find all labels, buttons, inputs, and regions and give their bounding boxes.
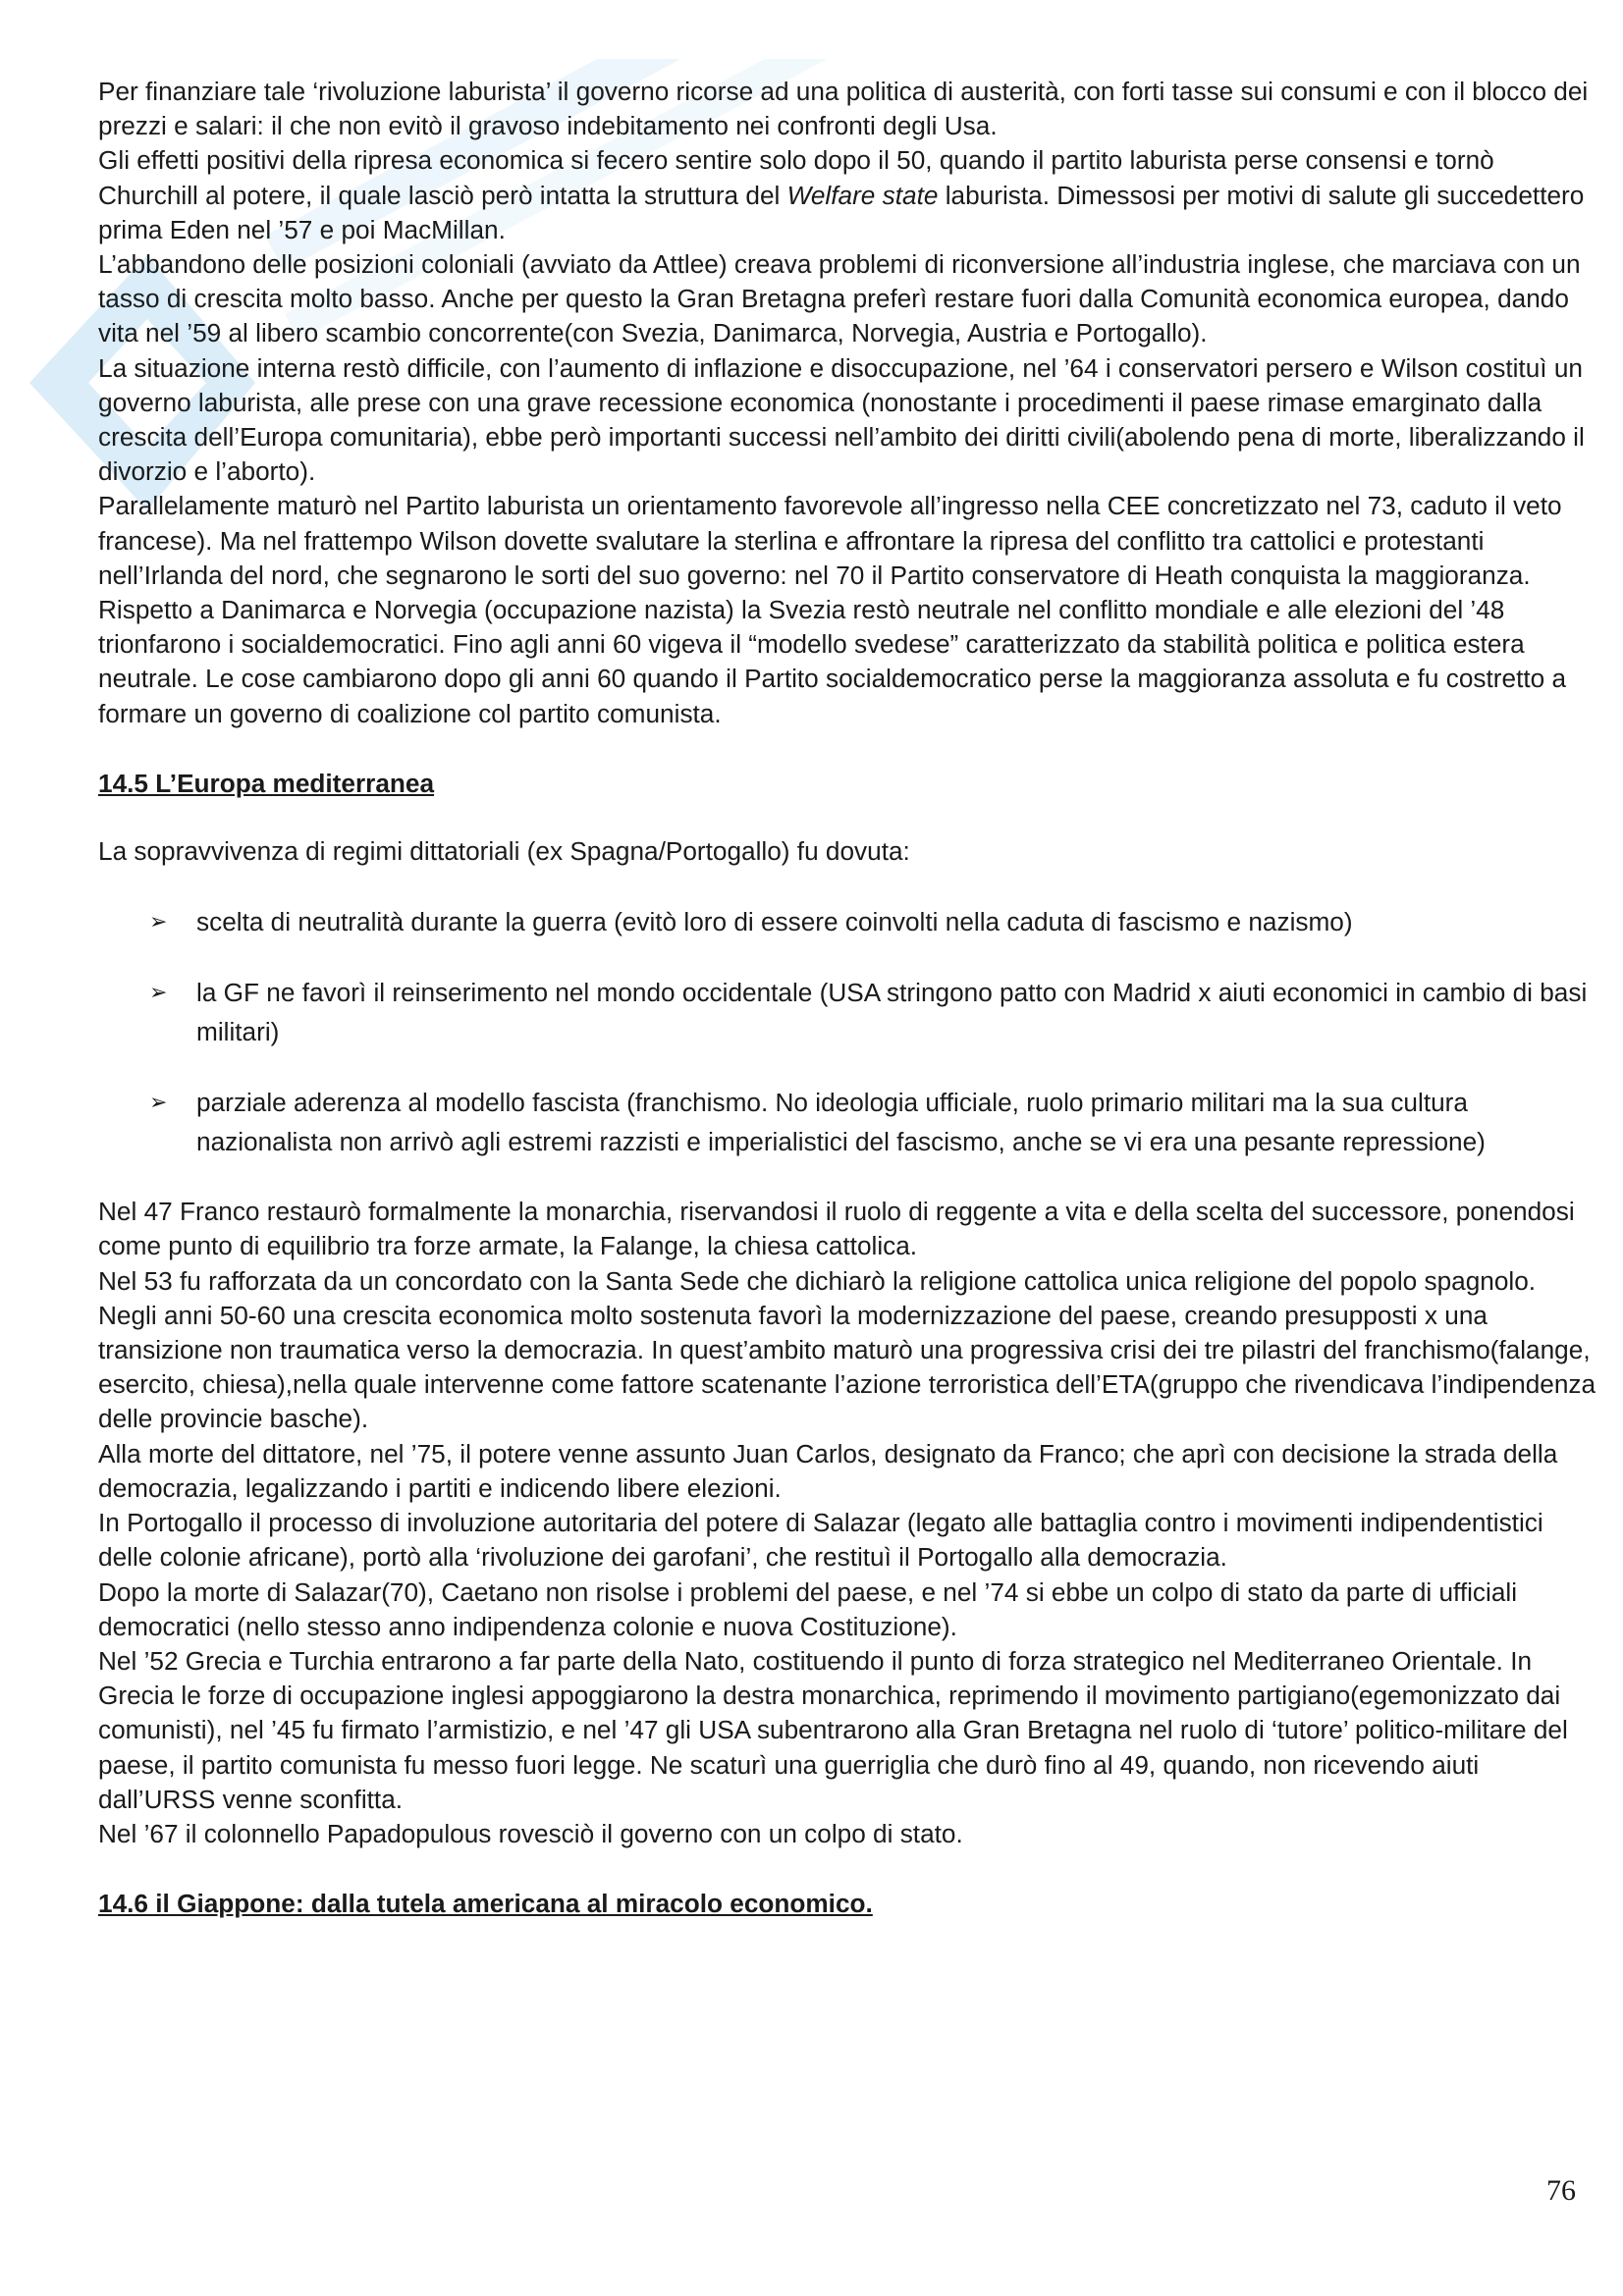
paragraph: Nel ’52 Grecia e Turchia entrarono a far parte della Nato, costituendo il punto di forza strategico nel Mediterraneo Orientale. In Grecia le forze di occupazione inglesi appoggiarono la destra monarchica, reprimendo il movimento partigiano(egemonizzato dai comunisti), nel ’45 fu firmato l’armistizio, e nel ’47 gli USA subentrarono alla Gran Bretagna nel ruolo di ‘tutore’ politico-militare del paese, il partito comunista fu messo fuori legge. Ne scaturì una guerriglia che durò fino al 49, quando, non ricevendo aiuti dall’URSS venne sconfitta. xyxy=(98,1645,1568,1814)
paragraph: Parallelamente maturò nel Partito laburista un orientamento favorevole all’ingresso nella CEE concretizzato nel 73, caduto il veto francese). Ma nel frattempo Wilson dovette svalutare la sterlina e affrontare la ripresa del conflitto tra cattolici e protestanti nell’Irlanda del nord, che segnarono le sorti del suo governo: nel 70 il Partito conservatore di Heath conquista la maggioranza. xyxy=(98,491,1562,590)
list-item xyxy=(98,902,1600,941)
paragraph: Nel 47 Franco restaurò formalmente la monarchia, riservandosi il ruolo di reggente a vita e della scelta del successore, ponendosi come punto di equilibrio tra forze armate, la Falange, la chiesa cattolica. xyxy=(98,1197,1575,1261)
paragraph-text: laburista. Dimessosi per motivi di salute gli succedettero prima Eden nel ’57 e poi MacMillan. xyxy=(98,180,1585,244)
list-item-text: scelta di neutralità durante la guerra (evitò loro di essere coinvolti nella caduta di fascismo e nazismo) xyxy=(196,907,1353,937)
arrow-bullet-icon: ➢ xyxy=(149,980,168,1005)
list-item-text: la GF ne favorì il reinserimento nel mondo occidentale (USA stringono patto con Madrid x aiuti economici in cambio di basi militari) xyxy=(196,978,1588,1047)
section-heading-14-5: 14.5 L’Europa mediterranea xyxy=(98,768,435,798)
list-item xyxy=(98,973,1600,1051)
section-intro: La sopravvivenza di regimi dittatoriali (ex Spagna/Portogallo) fu dovuta: xyxy=(98,836,910,867)
paragraph: Nel ’67 il colonnello Papadopulous rovesciò il governo con un colpo di stato. xyxy=(98,1818,963,1848)
paragraph-text: Gli effetti positivi della ripresa economica si fecero sentire solo dopo il 50, quando il partito laburista perse consensi e tornò Churchill al potere, il quale lasciò però intatta la struttura del xyxy=(98,145,1494,210)
paragraph: L’abbandono delle posizioni coloniali (avviato da Attlee) creava problemi di riconversione all’industria inglese, che marciava con un tasso di crescita molto basso. Anche per questo la Gran Bretagna preferì restare fuori dalla Comunità economica europea, dando vita nel ’59 al libero scambio concorrente(con Svezia, Danimarca, Norvegia, Austria e Portogallo). xyxy=(98,249,1581,348)
paragraph: Dopo la morte di Salazar(70), Caetano non risolse i problemi del paese, e nel ’74 si ebbe un colpo di stato da parte di ufficiali democratici (nello stesso anno indipendenza colonie e nuova Costituzione). xyxy=(98,1576,1518,1641)
arrow-bullet-icon: ➢ xyxy=(149,1090,168,1115)
paragraph: In Portogallo il processo di involuzione autoritaria del potere di Salazar (legato alle battaglia contro i movimenti indipendentistici delle colonie africane), portò alla ‘rivoluzione dei garofani’, che restituì il Portogallo alla democrazia. xyxy=(98,1508,1543,1573)
arrow-bullet-icon: ➢ xyxy=(149,909,168,934)
section-heading-14-6: 14.6 il Giappone: dalla tutela americana al miracolo economico. xyxy=(98,1889,873,1919)
paragraph: Per finanziare tale ‘rivoluzione laburista’ il governo ricorse ad una politica di austerità, con forti tasse sui consumi e con il blocco dei prezzi e salari: il che non evitò il gravoso indebitamento nei confronti degli Usa. xyxy=(98,77,1589,141)
paragraph: Nel 53 fu rafforzata da un concordato con la Santa Sede che dichiarò la religione cattolica unica religione del popolo spagnolo. xyxy=(98,1265,1537,1296)
document-page xyxy=(98,75,1600,1921)
paragraph: Rispetto a Danimarca e Norvegia (occupazione nazista) la Svezia restò neutrale nel conflitto mondiale e alle elezioni del ’48 trionfarono i socialdemocratici. Fino agli anni 60 vigeva il “modello svedese” caratterizzato da stabilità politica e politica estera neutrale. Le cose cambiarono dopo gli anni 60 quando il Partito socialdemocratico perse la maggioranza assoluta e fu costretto a formare un governo di coalizione col partito comunista. xyxy=(98,595,1567,728)
paragraph xyxy=(98,143,1600,247)
bullet-list xyxy=(98,902,1600,1161)
paragraph: Alla morte del dittatore, nel ’75, il potere venne assunto Juan Carlos, designato da Franco; che aprì con decisione la strada della democrazia, legalizzando i partiti e indicendo libere elezioni. xyxy=(98,1438,1558,1503)
italic-term: Welfare state xyxy=(786,180,939,210)
paragraph: Negli anni 50-60 una crescita economica molto sostenuta favorì la modernizzazione del paese, creando presupposti x una transizione non traumatica verso la democrazia. In quest’ambito maturò una progressiva crisi dei tre pilastri del franchismo(falange, esercito, chiesa),nella quale intervenne come fattore scatenante l’azione terroristica dell’ETA(gruppo che rivendicava l’indipendenza delle provincie basche). xyxy=(98,1300,1596,1434)
list-item xyxy=(98,1083,1600,1161)
paragraph: La situazione interna restò difficile, con l’aumento di inflazione e disoccupazione, nel ’64 i conservatori persero e Wilson costituì un governo laburista, alle prese con una grave recessione economica (nonostante i procedimenti il paese rimase emarginato dalla crescita dell’Europa comunitaria), ebbe però importanti successi nell’ambito dei diritti civili(abolendo pena di morte, liberalizzando il divorzio e l’aborto). xyxy=(98,352,1585,487)
list-item-text: parziale aderenza al modello fascista (franchismo. No ideologia ufficiale, ruolo primario militari ma la sua cultura nazionalista non arrivò agli estremi razzisti e imperialistici del fascismo, anche se vi era una pesante repressione) xyxy=(196,1088,1486,1157)
page-number: 76 xyxy=(1546,2174,1576,2207)
